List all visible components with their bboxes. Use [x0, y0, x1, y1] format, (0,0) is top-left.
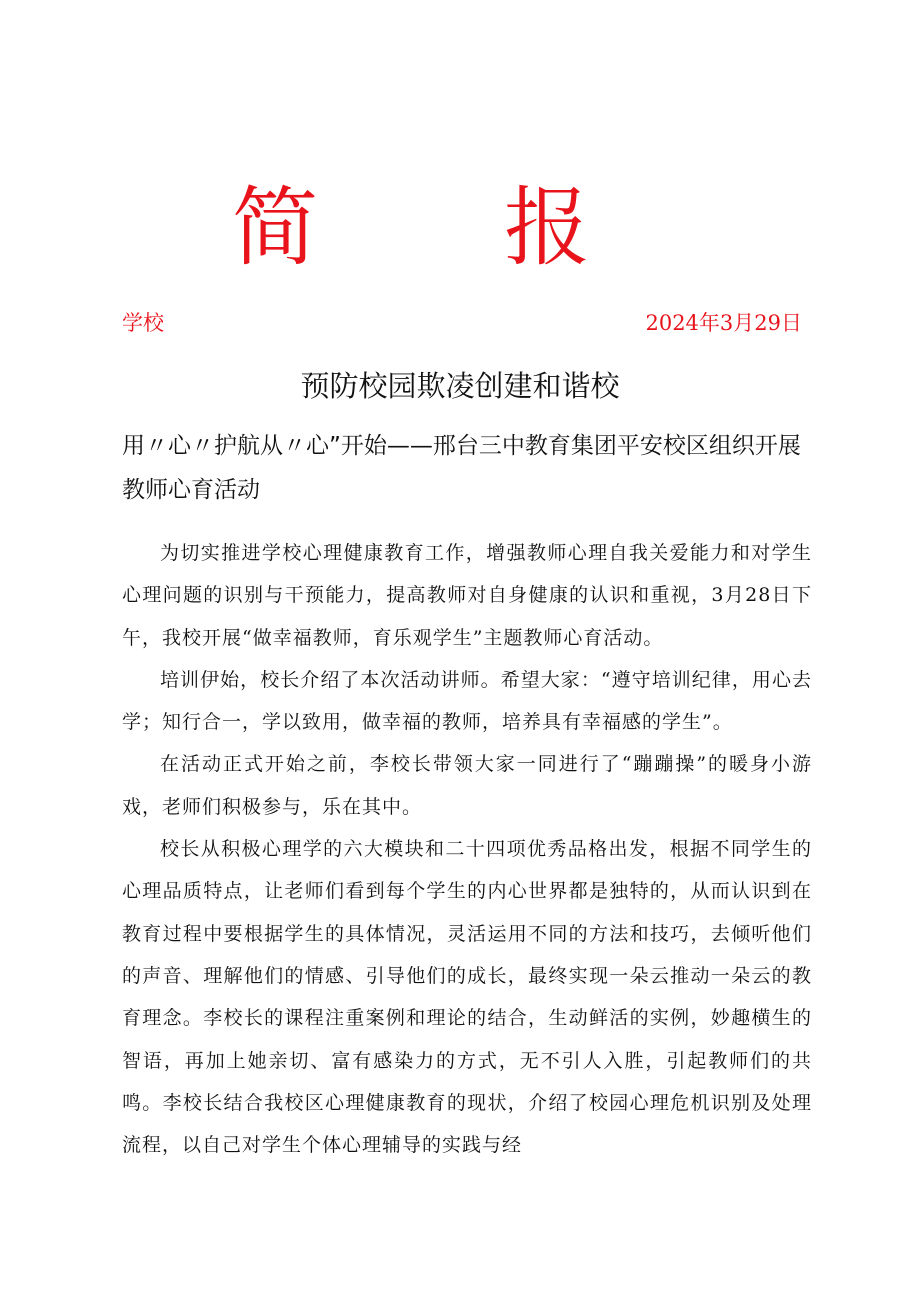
article-subheadline: 用〃心〃护航从〃心”开始——邢台三中教育集团平安校区组织开展教师心育活动: [122, 433, 801, 503]
masthead-title-char-2: 报: [504, 178, 590, 278]
article-body: [122, 532, 812, 1166]
body-paragraph: 在活动正式开始之前，李校长带领大家一同进行了“蹦蹦操”的暖身小游戏，老师们积极参与，乐在其中。: [122, 753, 812, 818]
article-headline: 预防校园欺凌创建和谐校: [300, 369, 620, 403]
body-paragraph: 校长从积极心理学的六大模块和二十四项优秀品格出发，根据不同学生的心理品质特点，让老师们看到每个学生的内心世界都是独特的，从而认识到在教育过程中要根据学生的具体情况，灵活运用不同的方法和技巧，去倾听他们的声音、理解他们的情感、引导他们的成长，最终实现一朵云推动一朵云的教育理念。李校长的课程注重案例和理论的结合，生动鲜活的实例，妙趣横生的智语，再加上她亲切、富有感染力的方式，无不引人入胜，引起教师们的共鸣。李校长结合我校区心理健康教育的现状，介绍了校园心理危机识别及处理流程，以自己对学生个体心理辅导的实践与经: [122, 838, 812, 1157]
meta-row: [122, 306, 802, 340]
body-paragraph: 为切实推进学校心理健康教育工作，增强教师心理自我关爱能力和对学生心理问题的识别与干预能力，提高教师对自身健康的认识和重视，3月28日下午，我校开展“做幸福教师，育乐观学生”主题教师心育活动。: [122, 542, 812, 649]
masthead-title-char-1: 简: [232, 178, 318, 278]
body-paragraph: 培训伊始，校长介绍了本次活动讲师。希望大家：“遵守培训纪律，用心去学；知行合一，学以致用，做幸福的教师，培养具有幸福感的学生”。: [122, 668, 812, 734]
school-label: 学校: [122, 311, 164, 335]
masthead: [0, 178, 920, 288]
issue-date: 2024年3月29日: [645, 311, 802, 335]
